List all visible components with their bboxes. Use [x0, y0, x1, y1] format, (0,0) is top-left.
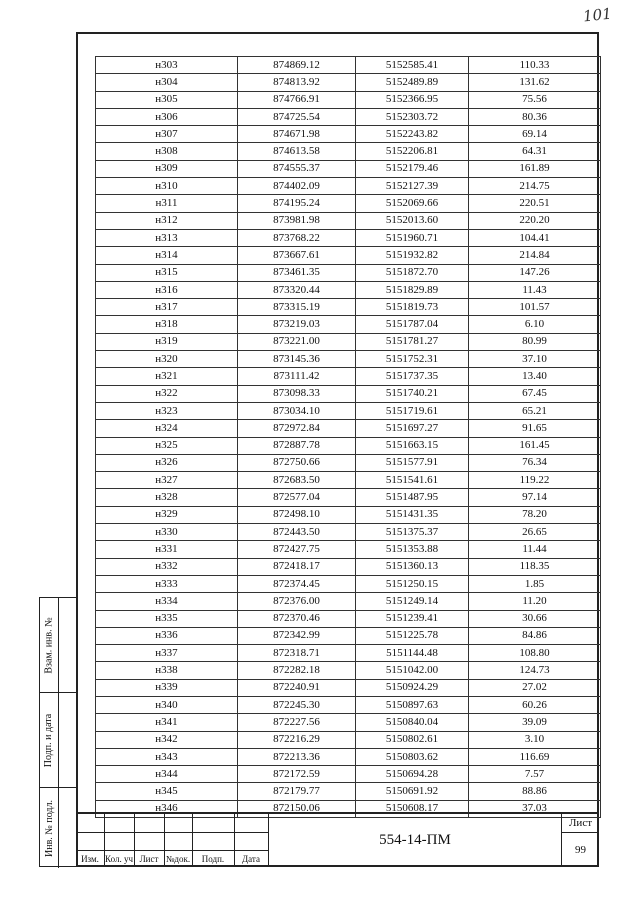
- table-row: [96, 212, 601, 229]
- y-coord-cell: 5151431.35: [356, 506, 469, 523]
- tb-header-list: Лист: [139, 854, 159, 864]
- x-coord-cell: 873461.35: [238, 264, 356, 281]
- tb-header-podp: Подп.: [201, 854, 225, 864]
- distance-cell: 104.41: [469, 229, 601, 246]
- y-coord-cell: 5150897.63: [356, 696, 469, 713]
- table-row: [96, 402, 601, 419]
- y-coord-cell: 5150840.04: [356, 714, 469, 731]
- point-id-cell: н312: [96, 212, 238, 229]
- x-coord-cell: 872374.45: [238, 575, 356, 592]
- point-id-cell: н332: [96, 558, 238, 575]
- y-coord-cell: 5152206.81: [356, 143, 469, 160]
- x-coord-cell: 874402.09: [238, 178, 356, 195]
- point-id-cell: н306: [96, 108, 238, 125]
- point-id-cell: н324: [96, 420, 238, 437]
- y-coord-cell: 5152069.66: [356, 195, 469, 212]
- table-row: [96, 645, 601, 662]
- distance-cell: 76.34: [469, 454, 601, 471]
- distance-cell: 118.35: [469, 558, 601, 575]
- x-coord-cell: 872245.30: [238, 696, 356, 713]
- y-coord-cell: 5150802.61: [356, 731, 469, 748]
- distance-cell: 80.99: [469, 333, 601, 350]
- y-coord-cell: 5151752.31: [356, 351, 469, 368]
- point-id-cell: н309: [96, 160, 238, 177]
- point-id-cell: н335: [96, 610, 238, 627]
- table-row: [96, 472, 601, 489]
- table-row: [96, 506, 601, 523]
- side-row-podp: [40, 693, 77, 788]
- distance-cell: 11.20: [469, 593, 601, 610]
- point-id-cell: н322: [96, 385, 238, 402]
- x-coord-cell: 872750.66: [238, 454, 356, 471]
- x-coord-cell: 872443.50: [238, 524, 356, 541]
- distance-cell: 88.86: [469, 783, 601, 800]
- table-row: [96, 679, 601, 696]
- distance-cell: 26.65: [469, 524, 601, 541]
- point-id-cell: н326: [96, 454, 238, 471]
- x-coord-cell: 872972.84: [238, 420, 356, 437]
- distance-cell: 91.65: [469, 420, 601, 437]
- x-coord-cell: 873111.42: [238, 368, 356, 385]
- point-id-cell: н318: [96, 316, 238, 333]
- point-id-cell: н338: [96, 662, 238, 679]
- distance-cell: 108.80: [469, 645, 601, 662]
- side-stamp: [39, 597, 77, 867]
- distance-cell: 84.86: [469, 627, 601, 644]
- table-row: [96, 558, 601, 575]
- y-coord-cell: 5152489.89: [356, 74, 469, 91]
- table-row: [96, 575, 601, 592]
- table-row: [96, 195, 601, 212]
- x-coord-cell: 874869.12: [238, 57, 356, 74]
- page-number-handwritten: 101: [582, 4, 613, 26]
- x-coord-cell: 873315.19: [238, 299, 356, 316]
- table-row: [96, 627, 601, 644]
- distance-cell: 220.20: [469, 212, 601, 229]
- y-coord-cell: 5151144.48: [356, 645, 469, 662]
- table-row: [96, 524, 601, 541]
- table-row: [96, 748, 601, 765]
- point-id-cell: н303: [96, 57, 238, 74]
- table-row: [96, 662, 601, 679]
- distance-cell: 220.51: [469, 195, 601, 212]
- point-id-cell: н340: [96, 696, 238, 713]
- y-coord-cell: 5150803.62: [356, 748, 469, 765]
- table-row: [96, 281, 601, 298]
- distance-cell: 131.62: [469, 74, 601, 91]
- point-id-cell: н345: [96, 783, 238, 800]
- y-coord-cell: 5150691.92: [356, 783, 469, 800]
- point-id-cell: н336: [96, 627, 238, 644]
- point-id-cell: н337: [96, 645, 238, 662]
- y-coord-cell: 5151960.71: [356, 229, 469, 246]
- distance-cell: 30.66: [469, 610, 601, 627]
- distance-cell: 6.10: [469, 316, 601, 333]
- sheet-label: Лист: [562, 814, 599, 833]
- side-label-vzam-cell: [40, 598, 59, 692]
- table-row: [96, 247, 601, 264]
- table-row: [96, 178, 601, 195]
- x-coord-cell: 874671.98: [238, 126, 356, 143]
- point-id-cell: н316: [96, 281, 238, 298]
- y-coord-cell: 5151375.37: [356, 524, 469, 541]
- table-row: [96, 696, 601, 713]
- point-id-cell: н330: [96, 524, 238, 541]
- x-coord-cell: 874766.91: [238, 91, 356, 108]
- x-coord-cell: 873034.10: [238, 402, 356, 419]
- table-row: [96, 126, 601, 143]
- table-row: [96, 299, 601, 316]
- distance-cell: 80.36: [469, 108, 601, 125]
- point-id-cell: н317: [96, 299, 238, 316]
- distance-cell: 3.10: [469, 731, 601, 748]
- point-id-cell: н342: [96, 731, 238, 748]
- point-id-cell: н325: [96, 437, 238, 454]
- distance-cell: 7.57: [469, 766, 601, 783]
- y-coord-cell: 5151787.04: [356, 316, 469, 333]
- y-coord-cell: 5151697.27: [356, 420, 469, 437]
- x-coord-cell: 872179.77: [238, 783, 356, 800]
- x-coord-cell: 872683.50: [238, 472, 356, 489]
- distance-cell: 214.84: [469, 247, 601, 264]
- distance-cell: 37.03: [469, 800, 601, 817]
- table-row: [96, 160, 601, 177]
- tb-header-ndok: №док.: [165, 854, 191, 864]
- x-coord-cell: 873145.36: [238, 351, 356, 368]
- side-row-inv: [40, 788, 77, 868]
- x-coord-cell: 873667.61: [238, 247, 356, 264]
- distance-cell: 75.56: [469, 91, 601, 108]
- y-coord-cell: 5151781.27: [356, 333, 469, 350]
- y-coord-cell: 5152179.46: [356, 160, 469, 177]
- point-id-cell: н344: [96, 766, 238, 783]
- y-coord-cell: 5152585.41: [356, 57, 469, 74]
- table-row: [96, 74, 601, 91]
- tb-header-izm: Изм.: [81, 854, 99, 864]
- y-coord-cell: 5150924.29: [356, 679, 469, 696]
- x-coord-cell: 872240.91: [238, 679, 356, 696]
- point-id-cell: н331: [96, 541, 238, 558]
- y-coord-cell: 5150694.28: [356, 766, 469, 783]
- x-coord-cell: 872282.18: [238, 662, 356, 679]
- distance-cell: 78.20: [469, 506, 601, 523]
- point-id-cell: н314: [96, 247, 238, 264]
- distance-cell: 116.69: [469, 748, 601, 765]
- side-label-inv: Инв. № подл.: [43, 799, 55, 857]
- distance-cell: 110.33: [469, 57, 601, 74]
- tb-header-data: Дата: [242, 854, 260, 864]
- y-coord-cell: 5151250.15: [356, 575, 469, 592]
- y-coord-cell: 5150608.17: [356, 800, 469, 817]
- x-coord-cell: 872213.36: [238, 748, 356, 765]
- table-row: [96, 385, 601, 402]
- side-label-vzam: Взам. инв. №: [43, 616, 55, 674]
- point-id-cell: н333: [96, 575, 238, 592]
- x-coord-cell: 872498.10: [238, 506, 356, 523]
- x-coord-cell: 872318.71: [238, 645, 356, 662]
- distance-cell: 101.57: [469, 299, 601, 316]
- point-id-cell: н321: [96, 368, 238, 385]
- point-id-cell: н319: [96, 333, 238, 350]
- point-id-cell: н304: [96, 74, 238, 91]
- distance-cell: 37.10: [469, 351, 601, 368]
- point-id-cell: н315: [96, 264, 238, 281]
- y-coord-cell: 5151353.88: [356, 541, 469, 558]
- distance-cell: 161.45: [469, 437, 601, 454]
- side-row-vzam: [40, 598, 77, 693]
- x-coord-cell: 873221.00: [238, 333, 356, 350]
- y-coord-cell: 5152243.82: [356, 126, 469, 143]
- y-coord-cell: 5151225.78: [356, 627, 469, 644]
- table-row: [96, 368, 601, 385]
- x-coord-cell: 874555.37: [238, 160, 356, 177]
- tb-header-kol-uch: Кол. уч: [105, 854, 133, 864]
- distance-cell: 161.89: [469, 160, 601, 177]
- x-coord-cell: 872342.99: [238, 627, 356, 644]
- point-id-cell: н305: [96, 91, 238, 108]
- point-id-cell: н328: [96, 489, 238, 506]
- distance-cell: 214.75: [469, 178, 601, 195]
- x-coord-cell: 872172.59: [238, 766, 356, 783]
- table-row: [96, 143, 601, 160]
- y-coord-cell: 5151719.61: [356, 402, 469, 419]
- y-coord-cell: 5151872.70: [356, 264, 469, 281]
- y-coord-cell: 5151487.95: [356, 489, 469, 506]
- point-id-cell: н341: [96, 714, 238, 731]
- y-coord-cell: 5151829.89: [356, 281, 469, 298]
- table-row: [96, 541, 601, 558]
- distance-cell: 97.14: [469, 489, 601, 506]
- point-id-cell: н310: [96, 178, 238, 195]
- distance-cell: 13.40: [469, 368, 601, 385]
- side-label-podp-cell: [40, 693, 59, 787]
- distance-cell: 147.26: [469, 264, 601, 281]
- x-coord-cell: 874813.92: [238, 74, 356, 91]
- y-coord-cell: 5152127.39: [356, 178, 469, 195]
- table-row: [96, 593, 601, 610]
- y-coord-cell: 5151360.13: [356, 558, 469, 575]
- y-coord-cell: 5151819.73: [356, 299, 469, 316]
- distance-cell: 67.45: [469, 385, 601, 402]
- y-coord-cell: 5151663.15: [356, 437, 469, 454]
- x-coord-cell: 873981.98: [238, 212, 356, 229]
- y-coord-cell: 5151239.41: [356, 610, 469, 627]
- distance-cell: 124.73: [469, 662, 601, 679]
- x-coord-cell: 872887.78: [238, 437, 356, 454]
- point-id-cell: н343: [96, 748, 238, 765]
- x-coord-cell: 872216.29: [238, 731, 356, 748]
- table-row: [96, 351, 601, 368]
- point-id-cell: н308: [96, 143, 238, 160]
- distance-cell: 11.43: [469, 281, 601, 298]
- table-row: [96, 333, 601, 350]
- x-coord-cell: 872376.00: [238, 593, 356, 610]
- table-row: [96, 316, 601, 333]
- x-coord-cell: 874195.24: [238, 195, 356, 212]
- x-coord-cell: 872370.46: [238, 610, 356, 627]
- side-label-inv-cell: [40, 788, 59, 868]
- side-label-podp: Подп. и дата: [43, 713, 55, 767]
- table-row: [96, 264, 601, 281]
- x-coord-cell: 874613.58: [238, 143, 356, 160]
- distance-cell: 119.22: [469, 472, 601, 489]
- table-row: [96, 57, 601, 74]
- table-row: [96, 783, 601, 800]
- table-row: [96, 610, 601, 627]
- table-row: [96, 714, 601, 731]
- x-coord-cell: 872150.06: [238, 800, 356, 817]
- distance-cell: 27.02: [469, 679, 601, 696]
- y-coord-cell: 5151737.35: [356, 368, 469, 385]
- distance-cell: 69.14: [469, 126, 601, 143]
- point-id-cell: н339: [96, 679, 238, 696]
- x-coord-cell: 873320.44: [238, 281, 356, 298]
- y-coord-cell: 5152013.60: [356, 212, 469, 229]
- point-id-cell: н327: [96, 472, 238, 489]
- x-coord-cell: 874725.54: [238, 108, 356, 125]
- y-coord-cell: 5152303.72: [356, 108, 469, 125]
- x-coord-cell: 872577.04: [238, 489, 356, 506]
- point-id-cell: н313: [96, 229, 238, 246]
- distance-cell: 60.26: [469, 696, 601, 713]
- title-block-grid: [76, 814, 268, 867]
- x-coord-cell: 872418.17: [238, 558, 356, 575]
- y-coord-cell: 5151577.91: [356, 454, 469, 471]
- distance-cell: 64.31: [469, 143, 601, 160]
- table-row: [96, 420, 601, 437]
- y-coord-cell: 5151541.61: [356, 472, 469, 489]
- point-id-cell: н311: [96, 195, 238, 212]
- distance-cell: 1.85: [469, 575, 601, 592]
- x-coord-cell: 872427.75: [238, 541, 356, 558]
- x-coord-cell: 873768.22: [238, 229, 356, 246]
- x-coord-cell: 873098.33: [238, 385, 356, 402]
- point-id-cell: н346: [96, 800, 238, 817]
- x-coord-cell: 872227.56: [238, 714, 356, 731]
- table-row: [96, 91, 601, 108]
- coordinates-table: [95, 56, 601, 818]
- title-block: [76, 812, 599, 867]
- point-id-cell: н329: [96, 506, 238, 523]
- table-row: [96, 437, 601, 454]
- point-id-cell: н320: [96, 351, 238, 368]
- sheet-number: 99: [575, 843, 586, 856]
- y-coord-cell: 5152366.95: [356, 91, 469, 108]
- point-id-cell: н334: [96, 593, 238, 610]
- sheet-box: [561, 814, 599, 867]
- table-row: [96, 731, 601, 748]
- distance-cell: 11.44: [469, 541, 601, 558]
- distance-cell: 65.21: [469, 402, 601, 419]
- table-row: [96, 454, 601, 471]
- table-row: [96, 766, 601, 783]
- distance-cell: 39.09: [469, 714, 601, 731]
- x-coord-cell: 873219.03: [238, 316, 356, 333]
- y-coord-cell: 5151932.82: [356, 247, 469, 264]
- y-coord-cell: 5151249.14: [356, 593, 469, 610]
- table-row: [96, 229, 601, 246]
- coordinates-table-body: [96, 57, 601, 818]
- y-coord-cell: 5151042.00: [356, 662, 469, 679]
- y-coord-cell: 5151740.21: [356, 385, 469, 402]
- document-code: 554-14-ПМ: [268, 814, 561, 867]
- table-row: [96, 108, 601, 125]
- point-id-cell: н323: [96, 402, 238, 419]
- table-row: [96, 489, 601, 506]
- point-id-cell: н307: [96, 126, 238, 143]
